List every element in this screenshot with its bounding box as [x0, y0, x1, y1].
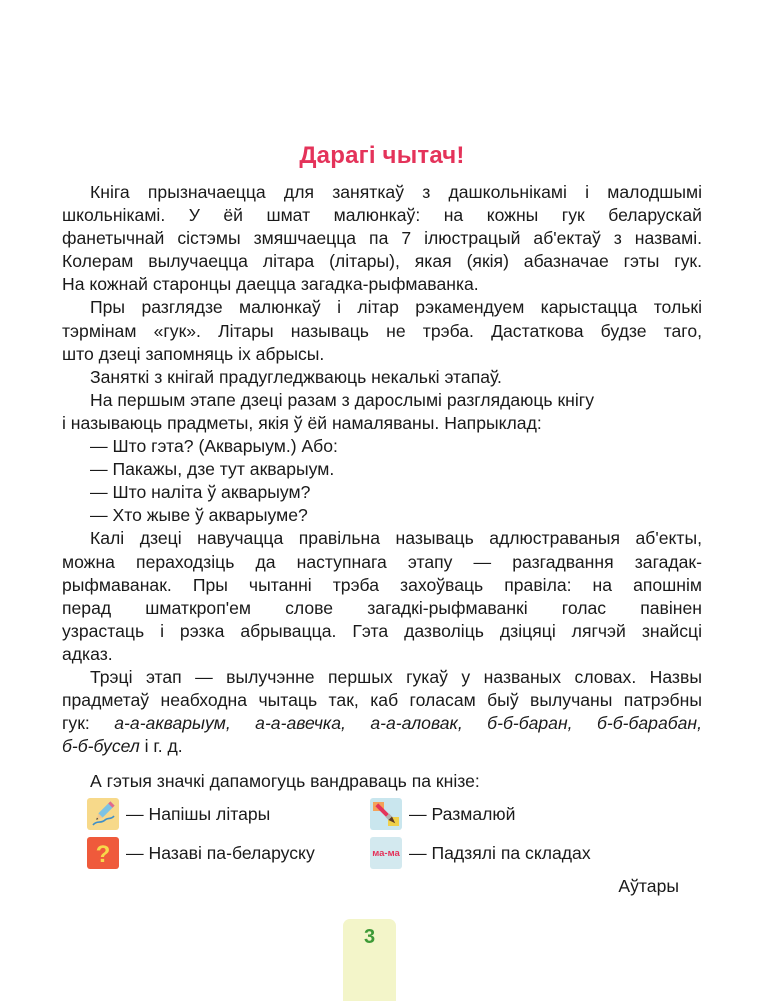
question-glyph: ? — [95, 841, 111, 868]
text-line: На кожнай старонцы даецца загадка-рыфмаванка. — [62, 274, 479, 295]
dialogue-line: — Што гэта? (Акварыум.) Або: — [90, 436, 338, 457]
text-line: рыфмаванак. Пры чытанні трэба захоўваць правіла: на апошнім — [62, 574, 702, 595]
text-span: гук: — [62, 713, 115, 734]
author-signature: Аўтары — [618, 876, 679, 896]
text-line: Пры разглядзе малюнкаў і літар рэкамендуем карыстацца толькі — [90, 297, 702, 318]
legend-item-write — [87, 797, 270, 831]
text-line: Кніга прызначаецца для заняткаў з дашкольнікамі і малодшымі — [90, 182, 702, 202]
page-title: Дарагі чытач! — [299, 142, 465, 169]
text-line: узрастаць і рэзка абрывацца. Гэта дазволіць дзіцяці лягчэй знайсці — [62, 620, 702, 641]
legend-label-paint: — Размалюй — [409, 803, 516, 824]
text-line: Трэці этап — вылучэнне першых гукаў у названых словах. Назвы — [90, 666, 702, 687]
text-span: і г. д. — [139, 736, 183, 757]
text-line: прадметаў неабходна чытаць так, каб голасам быў вылучаны патрэбны — [62, 690, 702, 711]
syllables-icon — [370, 837, 402, 869]
page-number: 3 — [363, 926, 376, 948]
text-line: На першым этапе дзеці разам з дарослымі разглядаюць кнігу — [90, 389, 595, 410]
legend-label-syllables: — Падзялі па складах — [409, 842, 591, 863]
icon-legend — [87, 793, 687, 873]
text-line: Колерам вылучаецца літара (літары), якая (якія) абазначае гэты гук. — [62, 251, 702, 272]
text-line: перад шматкроп'ем слове загадкі-рыфмаванкі голас павінен — [62, 597, 702, 618]
text-line: што дзеці запомняць іх абрысы. — [62, 343, 325, 364]
syllables-glyph: ма-ма — [372, 848, 400, 859]
example-words: а-а-акварыум, а-а-авечка, а-а-аловак, б-б-баран, б-б-барабан, — [114, 713, 702, 734]
legend-item-ask — [87, 836, 315, 870]
text-line: адказ. — [62, 643, 113, 664]
pencil-icon — [87, 798, 119, 830]
legend-item-syllables — [370, 836, 591, 870]
text-line: А гэтыя значкі дапамогуць вандраваць па кнізе: — [90, 771, 480, 792]
legend-item-paint — [370, 797, 515, 831]
text-line: школьнікамі. У ёй шмат малюнкаў: на кожны гук беларускай — [62, 205, 702, 226]
example-words: б-б-бусел — [62, 736, 140, 757]
page-number-tab — [343, 919, 396, 1001]
body-text — [62, 181, 702, 793]
text-line: Калі дзеці навучацца правільна называць адлюстраваныя аб'екты, — [90, 528, 702, 549]
text-line: фанетычнай сістэмы змяшчаецца па 7 ілюстрацый аб'ектаў з назвамі. — [62, 228, 702, 249]
dialogue-line: — Пакажы, дзе тут акварыум. — [90, 459, 335, 480]
dialogue-line: — Што наліта ў акварыум? — [90, 482, 311, 503]
text-line: і называюць прадметы, якія ў ёй намаляваны. Напрыклад: — [62, 412, 542, 433]
text-line: можна пераходзіць да наступнага этапу — разгадвання загадак- — [62, 551, 702, 572]
text-line: Заняткі з кнігай прадугледжваюць некалькі этапаў. — [90, 366, 502, 387]
legend-label-ask: — Назаві па-беларуску — [126, 842, 315, 863]
text-line: тэрмінам «гук». Літары называць не трэба. Дастаткова будзе таго, — [62, 320, 702, 341]
dialogue-line: — Хто жыве ў акварыуме? — [90, 505, 308, 526]
question-mark-icon — [87, 837, 119, 869]
text-line — [62, 735, 702, 758]
text-line — [62, 712, 702, 735]
paint-brush-icon — [370, 798, 402, 830]
legend-label-write: — Напішы літары — [126, 803, 271, 824]
